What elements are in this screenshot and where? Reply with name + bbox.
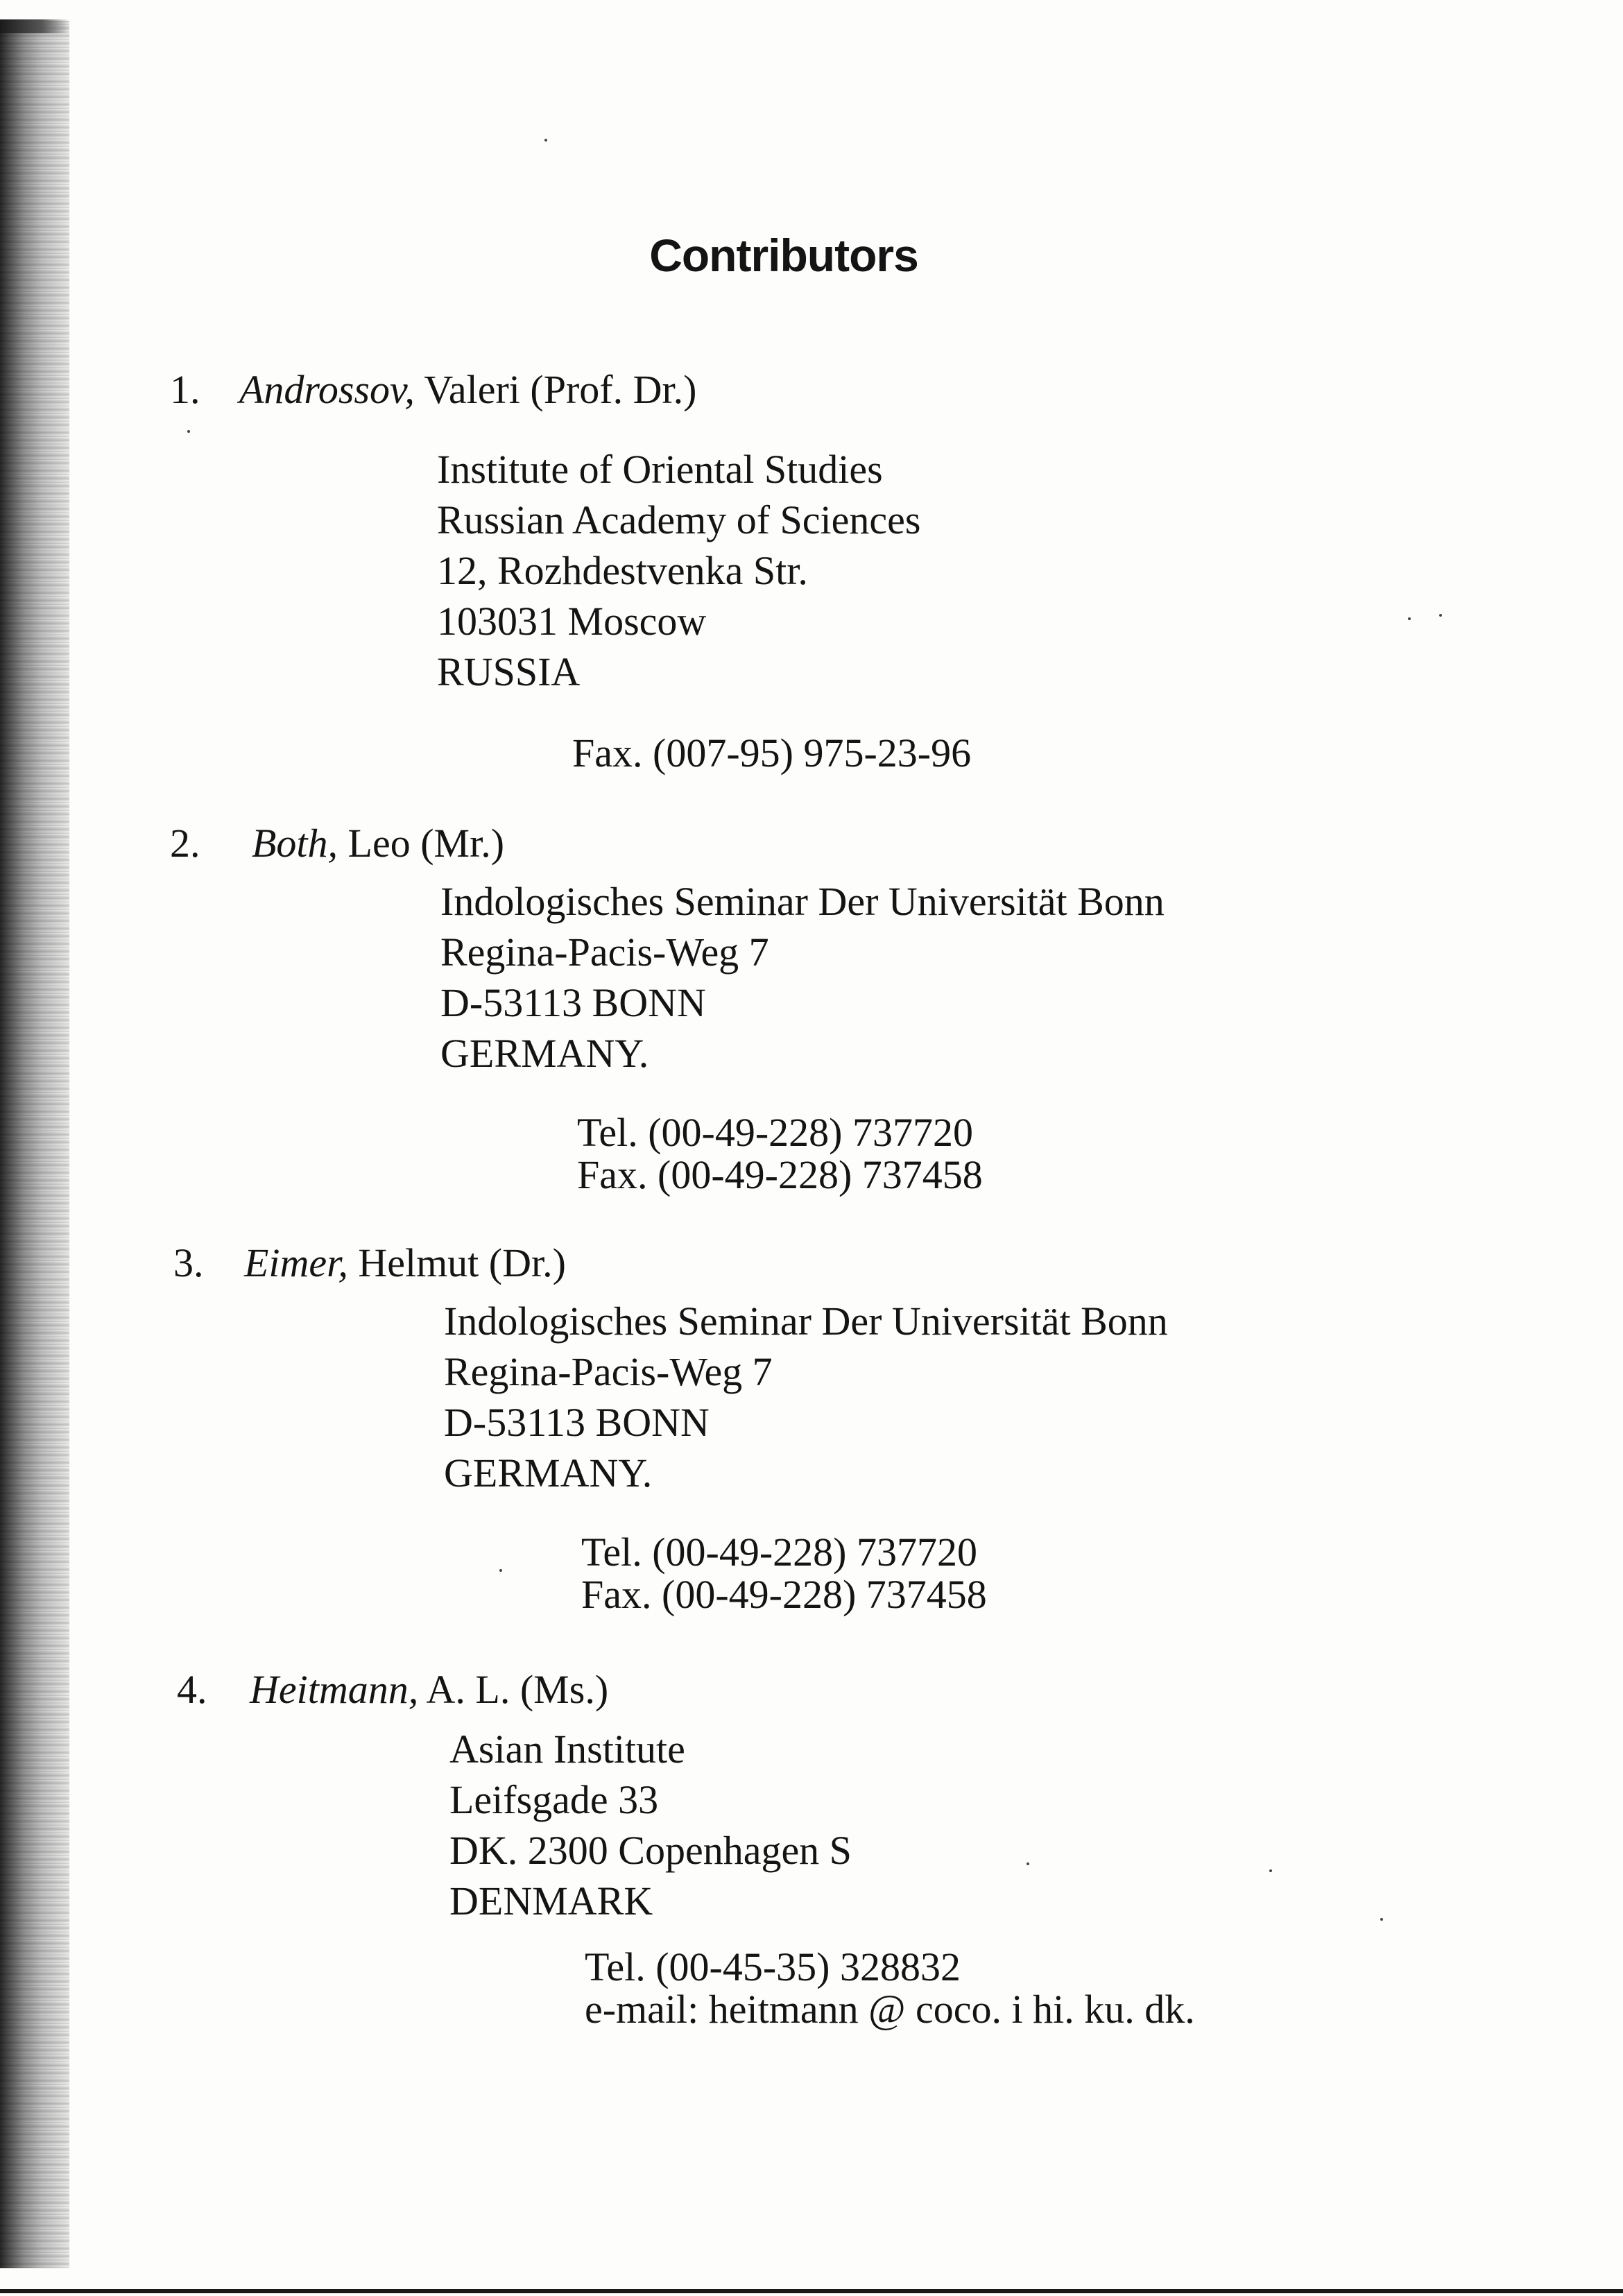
address-line: 12, Rozhdestvenka Str. xyxy=(437,548,808,593)
scan-speck xyxy=(1408,617,1411,620)
contributor-1-address xyxy=(437,444,920,697)
address-line: Indologisches Seminar Der Universität Bonn xyxy=(444,1299,1168,1344)
address-line: D-53113 BONN xyxy=(444,1400,710,1445)
scan-speck xyxy=(544,139,547,142)
contributor-2-heading xyxy=(170,820,504,866)
contributor-name: Leo (Mr.) xyxy=(338,821,505,866)
contributor-4-contact xyxy=(585,1946,1195,2030)
scan-speck xyxy=(187,430,190,433)
contributor-number: 1. xyxy=(170,367,200,412)
contributor-1-contact xyxy=(572,732,971,774)
page-title: Contributors xyxy=(649,230,918,281)
address-line: Asian Institute xyxy=(449,1727,685,1772)
page-bottom-edge xyxy=(0,2289,1623,2293)
binding-shadow xyxy=(0,21,69,2268)
contributor-name: A. L. (Ms.) xyxy=(418,1667,609,1712)
contributor-surname: Androssov, xyxy=(239,367,415,412)
address-line: Indologisches Seminar Der Universität Bonn xyxy=(440,879,1165,924)
contributor-3-address xyxy=(444,1296,1168,1498)
address-line: GERMANY. xyxy=(440,1031,649,1076)
contributor-surname: Eimer, xyxy=(244,1240,348,1285)
scan-speck xyxy=(499,1569,502,1572)
contact-line: e-mail: heitmann @ coco. i hi. ku. dk. xyxy=(585,1987,1195,2032)
scan-speck xyxy=(1380,1918,1383,1921)
address-line: D-53113 BONN xyxy=(440,980,706,1025)
contributor-surname: Both, xyxy=(252,821,338,866)
contact-line: Fax. (00-49-228) 737458 xyxy=(577,1152,983,1197)
scan-speck xyxy=(1439,614,1442,617)
address-line: DK. 2300 Copenhagen S xyxy=(449,1828,852,1873)
contributor-name: Valeri (Prof. Dr.) xyxy=(414,367,697,412)
address-line: DENMARK xyxy=(449,1878,653,1924)
address-line: Regina-Pacis-Weg 7 xyxy=(440,929,769,975)
binding-shadow-top xyxy=(0,19,69,33)
contact-line: Tel. (00-45-35) 328832 xyxy=(585,1944,961,1989)
contact-line: Fax. (007-95) 975-23-96 xyxy=(572,730,972,776)
contributor-surname: Heitmann, xyxy=(250,1667,419,1712)
scan-speck xyxy=(1269,1869,1272,1872)
contact-line: Fax. (00-49-228) 737458 xyxy=(581,1572,987,1617)
address-line: Institute of Oriental Studies xyxy=(437,447,883,492)
address-line: GERMANY. xyxy=(444,1450,653,1496)
contributor-number: 2. xyxy=(170,821,200,866)
contributor-3-heading xyxy=(173,1240,566,1286)
address-line: RUSSIA xyxy=(437,649,581,694)
address-line: Regina-Pacis-Weg 7 xyxy=(444,1349,773,1394)
contributor-4-heading xyxy=(177,1666,608,1713)
contact-line: Tel. (00-49-228) 737720 xyxy=(581,1530,977,1575)
contributor-2-contact xyxy=(577,1111,983,1196)
contributor-2-address xyxy=(440,876,1165,1079)
contributor-name: Helmut (Dr.) xyxy=(347,1240,566,1285)
address-line: Russian Academy of Sciences xyxy=(437,497,921,542)
address-line: Leifsgade 33 xyxy=(449,1777,659,1822)
scan-speck xyxy=(1027,1862,1029,1865)
contributor-number: 4. xyxy=(177,1667,207,1712)
contributor-4-address xyxy=(449,1724,852,1926)
contributor-1-heading xyxy=(170,366,696,413)
contributor-number: 3. xyxy=(173,1240,204,1285)
contributor-3-contact xyxy=(581,1531,987,1616)
address-line: 103031 Moscow xyxy=(437,599,707,644)
contact-line: Tel. (00-49-228) 737720 xyxy=(577,1110,973,1155)
